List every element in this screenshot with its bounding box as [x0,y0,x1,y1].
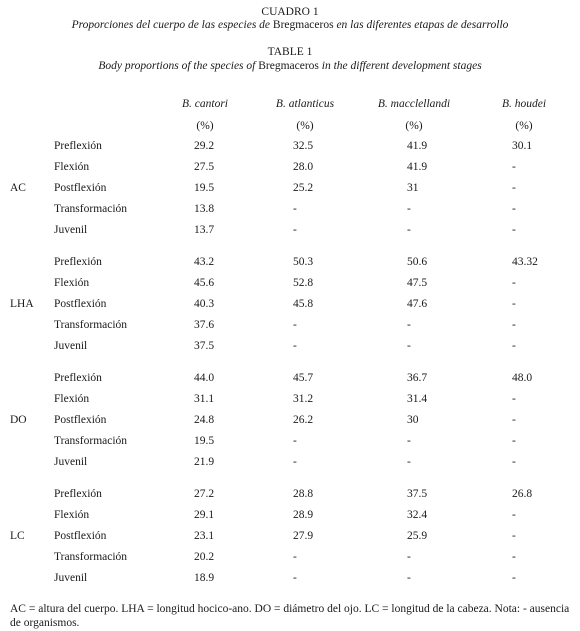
stage-cell: Transformación [54,203,128,215]
value-cell: 40.3 [194,298,215,310]
value-cell: 47.6 [407,298,428,310]
table-row [0,276,580,290]
value-cell: - [407,340,411,352]
table-row [0,434,580,448]
value-cell: - [512,435,516,447]
stage-cell: Flexión [54,161,90,173]
value-cell: 13.7 [194,224,215,236]
value-cell: 19.5 [194,182,215,194]
spanish-title-part-b: en las diferentes etapas de desarrollo [333,19,509,31]
stage-cell: Flexión [54,277,90,289]
stage-cell: Preflexión [54,488,102,500]
table-row [0,202,580,216]
value-cell: - [512,203,516,215]
value-cell: 45.7 [293,372,314,384]
value-cell: - [293,203,297,215]
value-cell: - [512,456,516,468]
value-cell: 27.2 [194,488,215,500]
value-cell: - [293,435,297,447]
stage-cell: Juvenil [54,340,88,352]
value-cell: - [512,298,516,310]
value-cell: 31 [407,182,419,194]
value-cell: 23.1 [194,530,215,542]
column-unit-b-macclellandi: (%) [405,120,423,132]
table-row [0,339,580,353]
value-cell: 29.1 [194,509,215,521]
value-cell: 37.5 [194,340,215,352]
value-cell: 48.0 [512,372,533,384]
value-cell: 19.5 [194,435,215,447]
table-row [0,529,580,543]
column-unit-b-atlanticus: (%) [296,120,314,132]
value-cell: 44.0 [194,372,215,384]
stage-cell: Juvenil [54,456,88,468]
column-unit-b-cantori: (%) [196,120,214,132]
value-cell: - [293,319,297,331]
value-cell: 45.8 [293,298,314,310]
value-cell: 36.7 [407,372,428,384]
value-cell: 37.5 [407,488,428,500]
value-cell: 26.8 [512,488,533,500]
english-title-part-a: Body proportions of the species of [98,60,259,72]
table-row [0,508,580,522]
column-header-b-atlanticus: B. atlanticus [275,98,335,110]
value-cell: 32.5 [293,140,314,152]
spanish-table-title [0,18,580,32]
value-cell: 37.6 [194,319,215,331]
value-cell: - [512,182,516,194]
value-cell: - [293,340,297,352]
value-cell: - [512,161,516,173]
value-cell: 26.2 [293,414,314,426]
value-cell: - [407,224,411,236]
stage-cell: Transformación [54,435,128,447]
value-cell: - [407,319,411,331]
table-row [0,550,580,564]
value-cell: 50.6 [407,256,428,268]
value-cell: - [512,224,516,236]
value-cell: - [293,572,297,584]
value-cell: - [293,224,297,236]
value-cell: - [407,203,411,215]
stage-cell: Juvenil [54,572,88,584]
table-row [0,139,580,153]
english-table-label: TABLE 1 [267,46,313,58]
stage-cell: Transformación [54,551,128,563]
value-cell: 27.9 [293,530,314,542]
value-cell: 28.9 [293,509,314,521]
stage-cell: Juvenil [54,224,88,236]
table-row [0,571,580,585]
value-cell: - [512,509,516,521]
value-cell: 28.8 [293,488,314,500]
value-cell: 31.1 [194,393,215,405]
spanish-title-part-a: Proporciones del cuerpo de las especies de [71,19,273,31]
value-cell: 52.8 [293,277,314,289]
value-cell: - [407,435,411,447]
english-table-title [0,59,580,73]
value-cell: - [293,551,297,563]
value-cell: 30 [407,414,419,426]
table-row [0,160,580,174]
english-title-genus: Bregmaceros [258,60,319,72]
table-row [0,223,580,237]
value-cell: 31.2 [293,393,314,405]
group-label: DO [10,414,27,426]
group-label: LHA [10,298,34,310]
value-cell: 32.4 [407,509,428,521]
spanish-table-label: CUADRO 1 [261,6,319,18]
stage-cell: Postflexión [54,530,107,542]
value-cell: - [407,572,411,584]
value-cell: 43.32 [512,256,538,268]
group-label: LC [10,530,25,542]
spanish-title-genus: Bregmaceros [272,19,334,31]
stage-cell: Preflexión [54,372,102,384]
value-cell: 25.2 [293,182,314,194]
value-cell: - [512,414,516,426]
value-cell: 24.8 [194,414,215,426]
value-cell: 20.2 [194,551,215,563]
stage-cell: Preflexión [54,256,102,268]
value-cell: - [512,319,516,331]
value-cell: 13.8 [194,203,215,215]
table-row [0,455,580,469]
value-cell: 31.4 [407,393,428,405]
value-cell: 27.5 [194,161,215,173]
stage-cell: Postflexión [54,298,107,310]
stage-cell: Transformación [54,319,128,331]
value-cell: 45.6 [194,277,215,289]
stage-cell: Postflexión [54,182,107,194]
value-cell: - [407,456,411,468]
value-cell: 21.9 [194,456,215,468]
column-header-b-cantori: B. cantori [182,98,228,110]
table-footnote: AC = altura del cuerpo. LHA = longitud hocico-ano. DO = diámetro del ojo. LC = longitud de la cabeza. Nota: - ausencia de organismos. [10,603,570,629]
table-row [0,297,580,311]
value-cell: - [512,530,516,542]
value-cell: 41.9 [407,140,428,152]
stage-cell: Preflexión [54,140,102,152]
value-cell: 43.2 [194,256,215,268]
column-header-b-houdei: B. houdei [501,98,547,110]
value-cell: 18.9 [194,572,215,584]
table-row [0,318,580,332]
table-row [0,413,580,427]
value-cell: 29.2 [194,140,215,152]
value-cell: 41.9 [407,161,428,173]
value-cell: - [512,551,516,563]
table-row [0,487,580,501]
column-unit-b-houdei: (%) [515,120,533,132]
value-cell: 25.9 [407,530,428,542]
column-header-b-macclellandi: B. macclellandi [377,98,451,110]
value-cell: - [512,572,516,584]
english-title-part-b: in the different development stages [318,60,482,72]
stage-cell: Postflexión [54,414,107,426]
value-cell: - [512,393,516,405]
value-cell: - [512,340,516,352]
value-cell: 30.1 [512,140,533,152]
table-row [0,255,580,269]
value-cell: - [512,277,516,289]
group-label: AC [10,182,26,194]
value-cell: - [407,551,411,563]
value-cell: 47.5 [407,277,428,289]
stage-cell: Flexión [54,509,90,521]
table-row [0,392,580,406]
stage-cell: Flexión [54,393,90,405]
table-row [0,181,580,195]
value-cell: - [293,456,297,468]
table-row [0,371,580,385]
value-cell: 50.3 [293,256,314,268]
value-cell: 28.0 [293,161,314,173]
